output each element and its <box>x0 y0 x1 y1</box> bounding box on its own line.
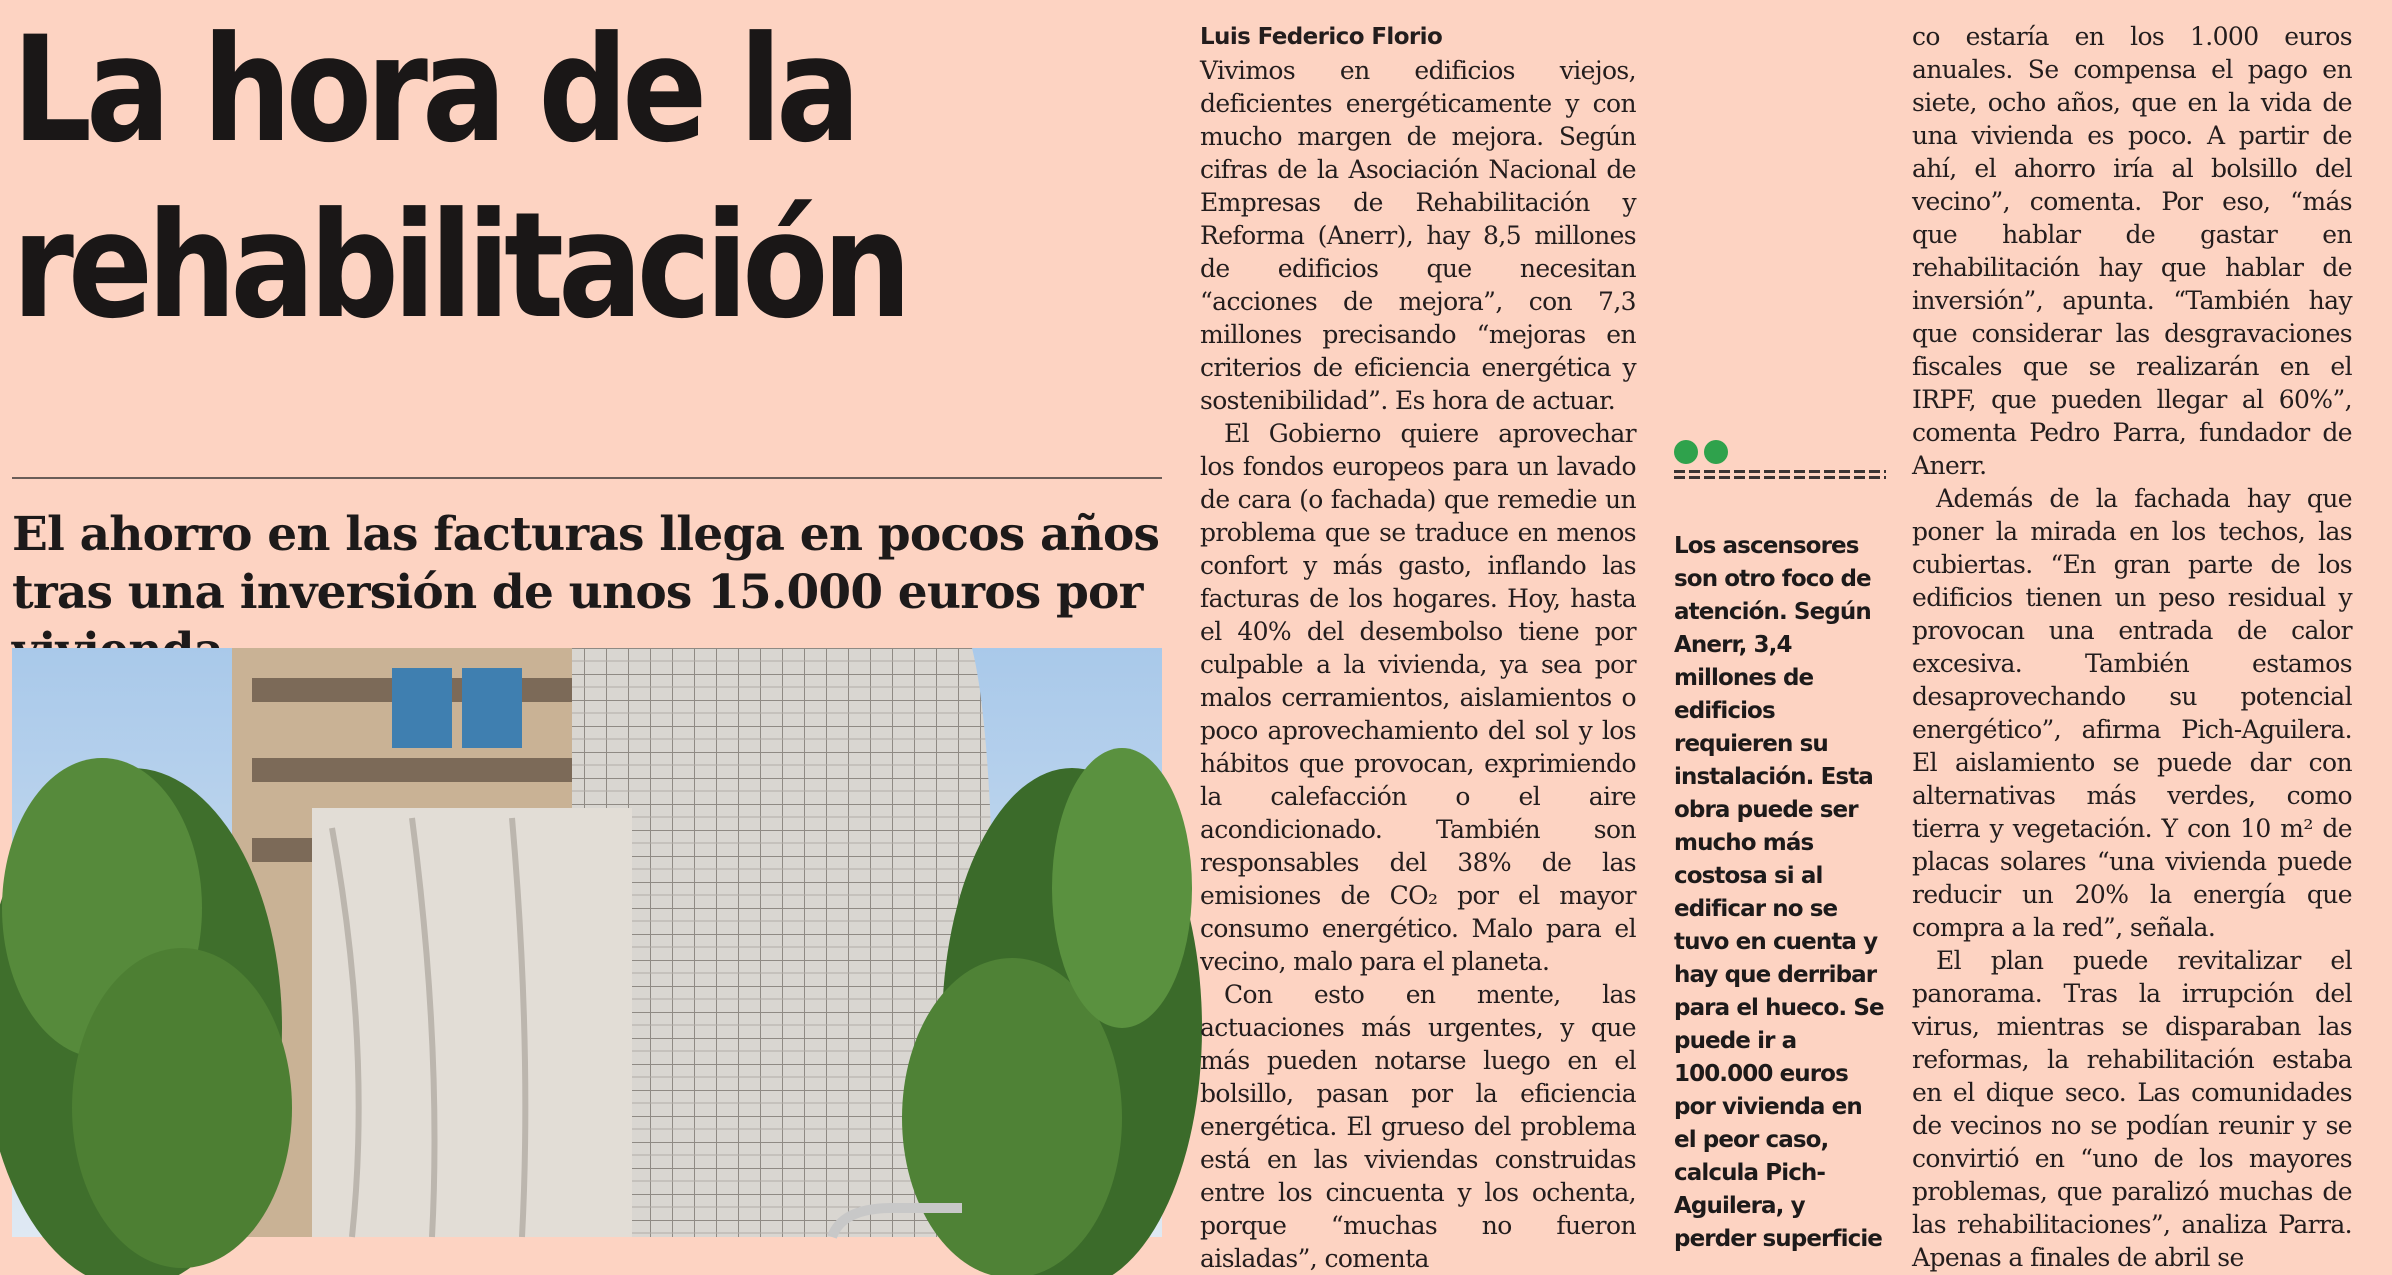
headline-divider <box>12 477 1162 479</box>
subheadline: El ahorro en las facturas llega en pocos años tras una inversión de unos 15.000 euros por <box>12 507 1160 620</box>
building-scaffolding-illustration <box>12 648 1162 1237</box>
paragraph: Además de la fachada hay que poner la mirada en los techos, las cubiertas. “En gran parte de los edificios tienen un peso residual y provocan una entrada de calor excesiva. También estamos desaprovechando su potencial energético”, afirma Pich-Aguilera. El aislamiento se puede dar con alternativas más verdes, como tierra y vegetación. Y con 10 m² de placas solares “una vivienda puede reducir un 20% la energía que compra a la red”, señala. <box>1912 484 2352 942</box>
bullet-dots-icon <box>1674 440 1886 464</box>
headline: La hora de la rehabilitación <box>12 5 906 351</box>
article-column-3 <box>1912 20 2352 1274</box>
article-photo <box>12 648 1162 1237</box>
green-dot-icon <box>1704 440 1728 464</box>
sidebar-callout <box>1674 440 1886 1256</box>
byline: Luis Federico Florio <box>1200 24 1443 50</box>
paragraph: El plan puede revitalizar el panorama. Tras la irrupción del virus, mientras se disparaban las reformas, la rehabilitación estaba en el dique seco. Las comunidades de vecinos no se podían reunir y se convirtió en “uno de los mayores problemas, que paralizó muchas de las rehabilitaciones”, analiza Parra. Apenas a finales de abril se <box>1912 946 2352 1272</box>
sidebar-text: Los ascensores son otro foco de atención. Según Anerr, 3,4 millones de edificios requieren su instalación. Esta obra puede ser mucho más costosa si al edificar no se tuvo en cuenta y hay que derribar para el hueco. Se puede ir a 100.000 euros por vivienda en el peor caso, calcula Pich-Aguilera, y perder superficie <box>1674 533 1884 1252</box>
paragraph: El Gobierno quiere aprovechar los fondos europeos para un lavado de cara (o fachada) que remedie un problema que se traduce en menos confort y más gasto, inflando las facturas de los hogares. Hoy, hasta el 40% del desembolso tiene por culpable a la vivienda, ya sea por malos cerramientos, aislamientos o poco aprovechamiento del sol y los hábitos que provocan, exprimiendo la calefacción o el aire acondicionado. También son responsables del 38% de las emisiones de CO₂ por el mayor consumo energético. Malo para el vecino, malo para el planeta. <box>1200 419 1636 976</box>
paragraph: Vivimos en edificios viejos, deficientes energéticamente y con mucho margen de mejora. Según cifras de la Asociación Nacional de Empresas de Rehabilitación y Reforma (Anerr), hay 8,5 millones de edificios que necesitan “acciones de mejora”, con 7,3 millones precisando “mejoras en criterios de eficiencia energética y sostenibilidad”. Es hora de actuar. <box>1200 56 1636 415</box>
dashed-divider <box>1674 470 1886 484</box>
article-column-1 <box>1200 22 1636 1275</box>
green-dot-icon <box>1674 440 1698 464</box>
paragraph: Con esto en mente, las actuaciones más urgentes, y que más pueden notarse luego en el bolsillo, pasan por la eficiencia energética. El grueso del problema está en las viviendas construidas entre los cincuenta y los ochenta, porque “muchas no fueron aisladas”, comenta <box>1200 980 1636 1273</box>
paragraph: co estaría en los 1.000 euros anuales. Se compensa el pago en siete, ocho años, que en la vida de una vivienda es poco. A partir de ahí, el ahorro iría al bolsillo del vecino”, comenta. Por eso, “más que hablar de gastar en rehabilitación hay que hablar de inversión”, apunta. “También hay que considerar las desgravaciones fiscales que se realizarán en el IRPF, que pueden llegar al 60%”, comenta Pedro Parra, fundador de Anerr. <box>1912 22 2352 480</box>
